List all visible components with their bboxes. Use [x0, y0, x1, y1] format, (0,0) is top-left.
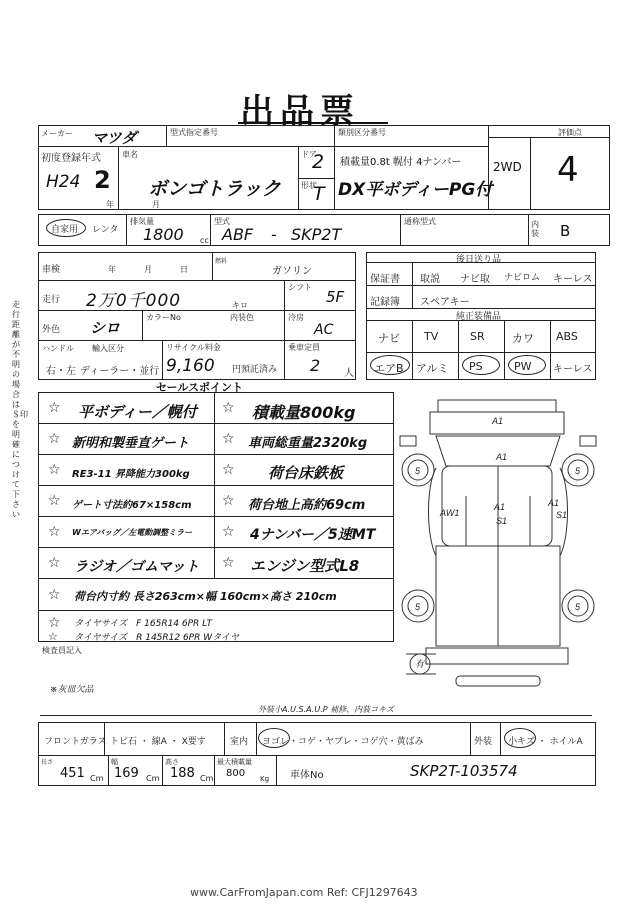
- diagram-mark: 5: [415, 466, 421, 476]
- diagram-mark: A1: [494, 502, 506, 512]
- exterior-note: 外装小A.U.S.A.U.P 補修、内装コキズ: [258, 705, 394, 714]
- model-b: SKP2T: [291, 225, 342, 244]
- options-divider: [412, 262, 413, 308]
- side-note: 走行距離が不明の場合は＄印を明確につけて下さい: [12, 300, 28, 519]
- equip-item: ナビ: [378, 332, 400, 345]
- star-icon: ☆: [48, 462, 61, 478]
- use-rental: レンタ: [92, 225, 119, 235]
- sales-point: 新明和製垂直ゲート: [72, 436, 190, 451]
- width: 169: [114, 766, 139, 781]
- doc-item: キーレス: [553, 274, 593, 285]
- specs-divider: [212, 252, 213, 280]
- equip-item: アルミ: [416, 362, 449, 375]
- sales-title: セールスポイント: [156, 381, 244, 394]
- shape-label: 形状: [301, 181, 317, 190]
- diagram-mark: AW1: [440, 508, 460, 518]
- options-divider: [366, 352, 596, 353]
- row2-divider: [126, 214, 127, 246]
- equip-item: PW: [514, 360, 532, 373]
- row2-divider: [210, 214, 211, 246]
- drive: 2WD: [493, 160, 522, 174]
- star-icon: ☆: [222, 555, 235, 571]
- sales-divider: [38, 547, 394, 548]
- doors: 2: [312, 151, 325, 173]
- model-a: ABF: [222, 225, 254, 244]
- specs-divider: [38, 280, 356, 281]
- height-unit: Cm: [200, 774, 214, 783]
- doc-item: スペアキー: [420, 297, 470, 308]
- star-icon: ☆: [48, 587, 61, 603]
- diagram-mark: 5: [575, 602, 581, 612]
- equip-item: エアB: [374, 362, 404, 375]
- header-divider: [298, 178, 334, 179]
- star-icon: ☆: [48, 493, 61, 509]
- equip-item: ABS: [556, 330, 578, 343]
- header-divider: [166, 125, 167, 146]
- inspector-label: 検査員記入: [42, 646, 82, 655]
- first-reg-label: 初度登録年式: [41, 153, 101, 164]
- class-no-label: 類別区分番号: [338, 128, 386, 137]
- footer: www.CarFromJapan.com Ref: CFJ1297643: [190, 886, 418, 899]
- doc-item: 記録簿: [370, 297, 400, 308]
- star-icon: ☆: [48, 615, 61, 631]
- recycle: 9,160: [166, 356, 215, 376]
- equip-item: SR: [470, 330, 485, 343]
- car-name: ボンゴトラック: [148, 178, 281, 200]
- exterior-condition: 小キズ ・ ホイルA: [508, 737, 583, 747]
- shaken-label: 車検: [42, 265, 61, 275]
- length: 451: [60, 766, 85, 781]
- sales-point: Wエアバッグ／左電動調整ミラー: [72, 528, 193, 537]
- interior-grade: B: [560, 222, 571, 240]
- sales-divider: [38, 516, 394, 517]
- cc-unit: cc: [200, 236, 209, 245]
- car-name-label: 車名: [122, 150, 138, 159]
- bottom-divider: [500, 722, 501, 755]
- diagram-mark: S1: [556, 510, 568, 520]
- km-unit: キロ: [232, 301, 248, 310]
- star-icon: ☆: [48, 400, 61, 416]
- star-icon: ☆: [48, 555, 61, 571]
- grade: 4: [557, 150, 579, 190]
- recycle-unit: 円預託済み: [232, 365, 278, 375]
- maxload-label: 最大積載量: [217, 758, 252, 766]
- bottom-divider: [38, 755, 596, 756]
- page-title: 出品票: [240, 92, 360, 132]
- import-label: 輸入区分: [92, 344, 124, 353]
- displacement: 1800: [143, 225, 184, 244]
- diagram-mark: A1: [548, 498, 560, 508]
- diagram-mark: A1: [492, 416, 504, 426]
- tsuki-unit: 月: [144, 265, 152, 274]
- maker-label: メーカー: [41, 129, 73, 138]
- nichi-unit: 日: [180, 265, 188, 274]
- shift: 5F: [326, 288, 345, 306]
- fuel-label: 燃料: [215, 258, 228, 265]
- header-divider: [334, 125, 335, 210]
- specs-divider: [284, 280, 285, 310]
- sales-divider: [38, 423, 394, 424]
- bottom-divider: [224, 722, 225, 755]
- row2-divider: [528, 214, 529, 246]
- specs-divider: [162, 340, 163, 380]
- equip-title: 純正装備品: [456, 312, 502, 322]
- exterior-label: 外装: [474, 737, 493, 747]
- fuel: ガソリン: [272, 266, 312, 277]
- bottom-divider: [162, 755, 163, 786]
- load-note: 積載量0.8t 幌付 4ナンバー: [340, 157, 462, 168]
- year: 2: [94, 166, 111, 194]
- exterior-note-underline: [40, 715, 592, 716]
- sales-point: 積載量800kg: [252, 403, 356, 422]
- doors-label: ドア: [301, 150, 317, 159]
- vin-label: 車体No: [290, 770, 324, 781]
- mileage: 2万0千000: [86, 291, 182, 311]
- specs-divider: [284, 310, 285, 380]
- options-divider: [366, 285, 596, 286]
- maxload: 800: [226, 768, 246, 779]
- diagram-mark: 5: [575, 466, 581, 476]
- int-color-label: 内装色: [230, 313, 254, 322]
- sales-point: 荷台床鉄板: [268, 464, 344, 482]
- star-icon: ☆: [48, 524, 61, 540]
- sales-point-wide: タイヤサイズ F 165R14 6PR LT: [74, 619, 213, 629]
- ac-label: 冷房: [288, 313, 304, 322]
- displacement-label: 排気量: [130, 217, 154, 226]
- header-divider: [488, 137, 610, 138]
- maxload-unit: Kg: [260, 775, 270, 783]
- doc-item: ナビ取: [460, 274, 490, 285]
- bottom-divider: [276, 755, 277, 786]
- sales-divider: [38, 454, 394, 455]
- diagram-mark: A1: [496, 452, 508, 462]
- interior-condition: ヨゴレ・コゲ・ヤブレ・コゲ穴・黄ばみ: [262, 737, 424, 747]
- color: シロ: [90, 319, 121, 337]
- mileage-label: 走行: [42, 295, 61, 305]
- doc-item: 保証書: [370, 274, 400, 285]
- use-private: 自家用: [51, 225, 79, 235]
- docs-title: 後日送り品: [456, 255, 502, 265]
- sales-point: 車両総重量2320kg: [248, 436, 368, 451]
- capacity: 2: [310, 356, 321, 375]
- sales-point: 平ボディー／幌付: [78, 403, 197, 421]
- header-divider: [118, 146, 119, 210]
- truck-diagram: [396, 396, 600, 696]
- height: 188: [170, 766, 195, 781]
- diagram-mark: 有: [415, 659, 425, 669]
- model-dash: -: [271, 225, 277, 244]
- equip-item: TV: [424, 330, 439, 343]
- sales-point-wide: 荷台内寸約 長さ263cm×幅 160cm×高さ 210cm: [74, 590, 337, 603]
- doc-item: ナビロム: [504, 273, 541, 283]
- equip-item: カワ: [512, 332, 534, 345]
- recycle-label: リサイクル料金: [166, 343, 221, 352]
- specs-divider: [38, 340, 356, 341]
- sales-point-wide: タイヤサイズ R 145R12 6PR Wタイヤ: [74, 633, 239, 643]
- diagram-mark: 5: [415, 602, 421, 612]
- sales-point: 荷台地上高約69cm: [248, 498, 366, 513]
- bottom-divider: [214, 755, 215, 786]
- length-unit: Cm: [90, 774, 104, 783]
- month-unit: 月: [152, 200, 160, 209]
- common-model-label: 通称型式: [404, 217, 436, 226]
- model-no-label: 型式指定番号: [170, 128, 218, 137]
- maker: マツダ: [92, 129, 137, 147]
- body-note: DX平ボディーPG付: [338, 180, 493, 200]
- sales-point: 4ナンバー／5速MT: [250, 527, 376, 543]
- sales-point: ゲート寸法約67×158cm: [72, 500, 192, 511]
- star-icon: ☆: [48, 630, 58, 643]
- width-label: 幅: [111, 758, 118, 766]
- color-no-label: カラーNo: [146, 313, 181, 322]
- row2-divider: [400, 214, 401, 246]
- year-unit: 年: [106, 200, 114, 209]
- handle: 右・左: [46, 366, 76, 377]
- star-icon: ☆: [222, 400, 235, 416]
- handle-label: ハンドル: [42, 344, 74, 353]
- bottom-divider: [256, 722, 257, 755]
- equip-item: キーレス: [553, 364, 593, 375]
- height-label: 高さ: [165, 758, 179, 766]
- width-unit: Cm: [146, 774, 160, 783]
- star-icon: ☆: [222, 493, 235, 509]
- sales-divider: [38, 485, 394, 486]
- equip-item: PS: [469, 360, 483, 373]
- sales-divider: [38, 610, 394, 611]
- doc-item: 取説: [420, 274, 440, 285]
- ac: AC: [314, 322, 334, 338]
- bottom-divider: [470, 722, 471, 755]
- model-label: 型式: [214, 217, 230, 226]
- sales-divider: [38, 578, 394, 579]
- diagram-mark: S1: [496, 516, 508, 526]
- title-underline: [238, 122, 388, 124]
- options-divider: [550, 320, 551, 380]
- options-divider: [458, 320, 459, 380]
- shape: T: [313, 183, 325, 205]
- interior-label: 内装: [531, 220, 539, 238]
- star-icon: ☆: [222, 524, 235, 540]
- sales-point: RE3-11 昇降能力300kg: [72, 469, 190, 480]
- capacity-label: 乗車定員: [288, 343, 320, 352]
- sales-block: [38, 392, 394, 642]
- star-icon: ☆: [222, 462, 235, 478]
- import: ディーラー・並行: [80, 366, 160, 377]
- options-divider: [412, 320, 413, 380]
- windshield-label: フロントガラス: [44, 737, 107, 747]
- specs-divider: [142, 310, 143, 340]
- color-label: 外色: [42, 325, 61, 335]
- options-divider: [504, 320, 505, 380]
- sales-point: エンジン型式L8: [250, 557, 360, 575]
- windshield: トビ石 ・ 線A ・ X要す: [110, 737, 206, 747]
- era: H24: [46, 172, 81, 192]
- vin: SKP2T-103574: [410, 762, 518, 780]
- header-divider: [530, 137, 531, 210]
- star-icon: ☆: [48, 431, 61, 447]
- person-unit: 人: [344, 368, 354, 379]
- grade-label: 評価点: [558, 128, 582, 137]
- missing-note: ※灰皿欠品: [50, 685, 94, 695]
- interior-label: 室内: [230, 737, 249, 747]
- nen-unit: 年: [108, 265, 116, 274]
- shift-label: シフト: [288, 283, 312, 292]
- length-label: 長さ: [41, 759, 54, 766]
- sales-point: ラジオ／ゴムマット: [74, 559, 200, 575]
- star-icon: ☆: [222, 431, 235, 447]
- bottom-divider: [108, 755, 109, 786]
